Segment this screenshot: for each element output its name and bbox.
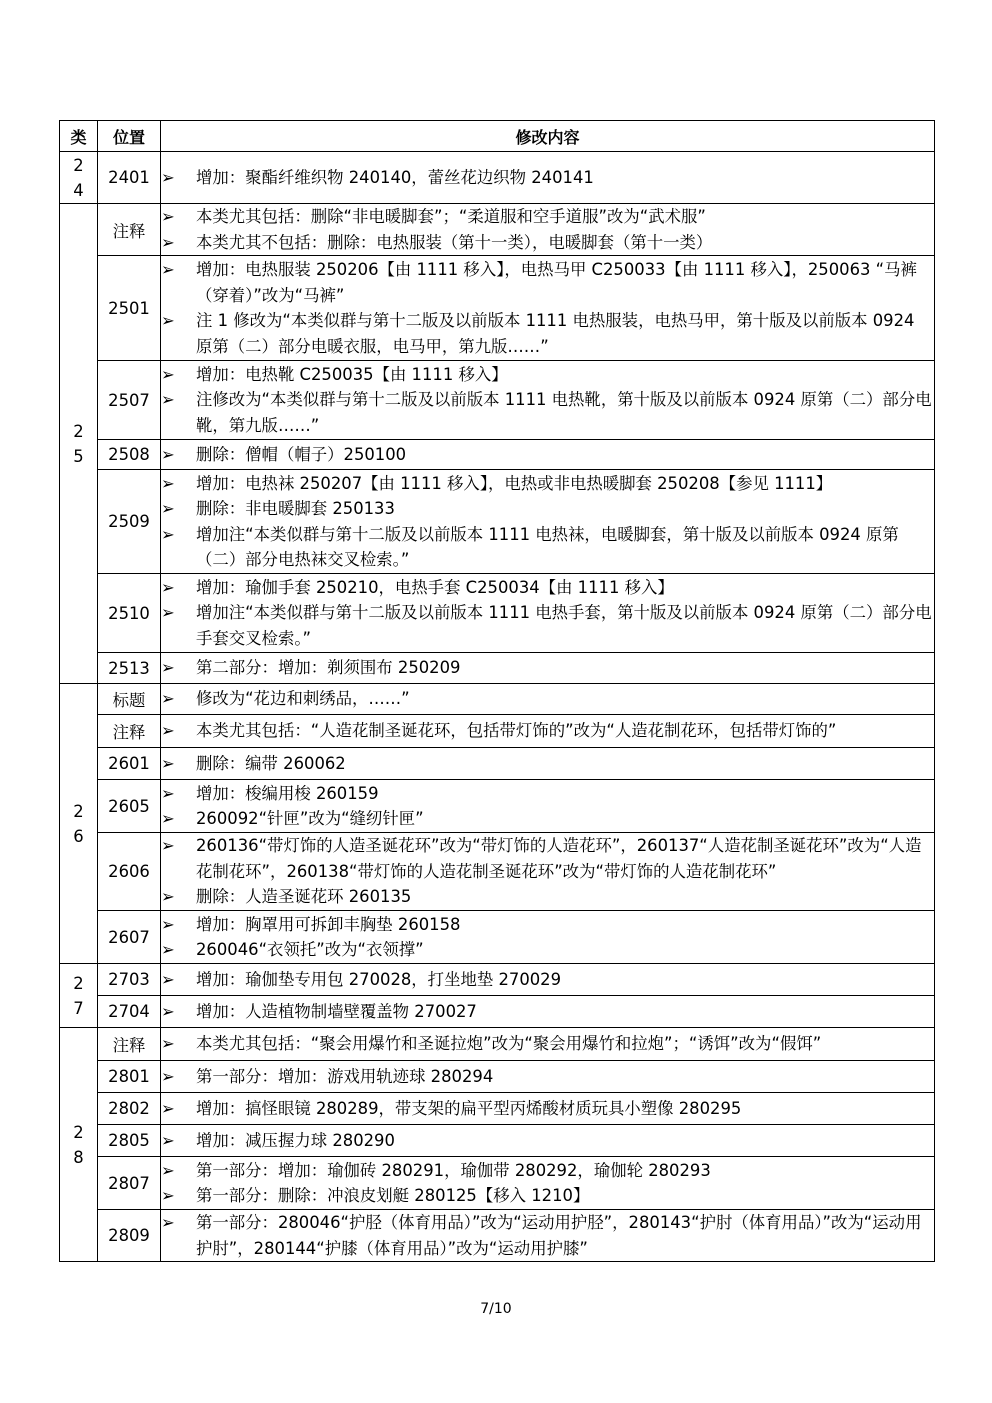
bullet-arrow-icon: ➢	[161, 1098, 175, 1118]
modification-content	[161, 256, 935, 361]
entry-text: 修改为“花边和刺绣品，……”	[196, 689, 410, 709]
bullet-arrow-icon: ➢	[161, 1186, 175, 1206]
position-code: 2607	[98, 911, 161, 964]
entry-text: 增加注“本类似群与第十二版及以前版本 1111 电热手套，第十版及以前版本 0924 原第（二）部分电手套交叉检索。”	[196, 603, 932, 648]
entry-item	[161, 308, 934, 359]
modification-content	[161, 440, 935, 470]
table-row	[60, 361, 935, 440]
table-row	[60, 1093, 935, 1125]
modification-content	[161, 748, 935, 780]
bullet-arrow-icon: ➢	[161, 444, 175, 464]
bullet-arrow-icon: ➢	[161, 836, 175, 856]
bullet-arrow-icon: ➢	[161, 783, 175, 803]
table-row	[60, 1125, 935, 1157]
table-row	[60, 996, 935, 1028]
entry-text: 注 1 修改为“本类似群与第十二版及以前版本 1111 电热服装，电热马甲，第十版及以前版本 0924 原第（二）部分电暖衣服，电马甲，第九版……”	[196, 311, 915, 356]
position-code: 2807	[98, 1157, 161, 1210]
bullet-arrow-icon: ➢	[161, 940, 175, 960]
bullet-arrow-icon: ➢	[161, 499, 175, 519]
modification-content	[161, 1210, 935, 1262]
entry-item	[161, 496, 934, 522]
position-code: 2605	[98, 780, 161, 833]
bullet-arrow-icon: ➢	[161, 1034, 175, 1054]
header-cls: 类	[60, 121, 98, 152]
entry-item	[161, 230, 934, 256]
entry-text: 删除：非电暖脚套 250133	[196, 499, 395, 519]
entry-text: 第二部分：增加：剃须围布 250209	[196, 658, 461, 678]
table-row	[60, 440, 935, 470]
entry-text: 增加：胸罩用可拆卸丰胸垫 260158	[196, 914, 461, 934]
entry-item	[161, 1096, 934, 1122]
entry-text: 增加：电热服装 250206【由 1111 移入】，电热马甲 C250033【由 1111 移入】，250063 “马裤（穿着）”改为“马裤”	[196, 260, 917, 305]
table-row	[60, 574, 935, 653]
class-number: 2 6	[60, 684, 98, 964]
class-number: 2 5	[60, 204, 98, 684]
bullet-arrow-icon: ➢	[161, 1160, 175, 1180]
entry-item	[161, 781, 934, 807]
entry-item	[161, 362, 934, 388]
modification-content	[161, 1125, 935, 1157]
table-row	[60, 911, 935, 964]
table-row	[60, 833, 935, 911]
entry-text: 增加：聚酯纤维织物 240140，蕾丝花边织物 240141	[196, 167, 594, 187]
bullet-arrow-icon: ➢	[161, 658, 175, 678]
modification-content	[161, 204, 935, 256]
position-code: 2508	[98, 440, 161, 470]
entry-item	[161, 751, 934, 777]
entry-item	[161, 1183, 934, 1209]
bullet-arrow-icon: ➢	[161, 914, 175, 934]
bullet-arrow-icon: ➢	[161, 524, 175, 544]
entry-text: 增加：电热靴 C250035【由 1111 移入】	[196, 364, 508, 384]
entry-item	[161, 442, 934, 468]
entry-text: 增加：人造植物制墙壁覆盖物 270027	[196, 1001, 477, 1021]
table-row	[60, 1157, 935, 1210]
entry-item	[161, 1064, 934, 1090]
position-code: 2601	[98, 748, 161, 780]
bullet-arrow-icon: ➢	[161, 753, 175, 773]
table-row	[60, 204, 935, 256]
entry-item	[161, 575, 934, 601]
table-body	[60, 152, 935, 1262]
entry-item	[161, 967, 934, 993]
header-row	[60, 121, 935, 152]
modification-content	[161, 964, 935, 996]
entry-item	[161, 204, 934, 230]
bullet-arrow-icon: ➢	[161, 1130, 175, 1150]
modification-content	[161, 574, 935, 653]
modification-content	[161, 684, 935, 715]
bullet-arrow-icon: ➢	[161, 887, 175, 907]
entry-text: 增加：电热袜 250207【由 1111 移入】，电热或非电热暖脚套 250208【参见 1111】	[196, 473, 833, 493]
entry-item	[161, 387, 934, 438]
position-code: 注释	[98, 715, 161, 748]
entry-item	[161, 165, 934, 191]
table-row	[60, 748, 935, 780]
class-number: 2 8	[60, 1028, 98, 1262]
entry-text: 增加：瑜伽垫专用包 270028，打坐地垫 270029	[196, 969, 562, 989]
page-number: 7/10	[480, 1301, 512, 1317]
modification-content	[161, 911, 935, 964]
entry-item	[161, 912, 934, 938]
entry-item	[161, 257, 934, 308]
position-code: 注释	[98, 204, 161, 256]
position-code: 注释	[98, 1028, 161, 1061]
modification-content	[161, 996, 935, 1028]
position-code: 2805	[98, 1125, 161, 1157]
entry-item	[161, 884, 934, 910]
bullet-arrow-icon: ➢	[161, 969, 175, 989]
table-row	[60, 152, 935, 204]
modification-content	[161, 1093, 935, 1125]
entry-text: 260046“衣领托”改为“衣领撑”	[196, 940, 424, 960]
table-row	[60, 715, 935, 748]
table-row	[60, 1028, 935, 1061]
entry-text: 增加：减压握力球 280290	[196, 1130, 395, 1150]
position-code: 标题	[98, 684, 161, 715]
bullet-arrow-icon: ➢	[161, 1213, 175, 1233]
entry-text: 增加：搞怪眼镜 280289，带支架的扁平型丙烯酸材质玩具小塑像 280295	[196, 1098, 742, 1118]
bullet-arrow-icon: ➢	[161, 207, 175, 226]
bullet-arrow-icon: ➢	[161, 1001, 175, 1021]
modification-content	[161, 715, 935, 748]
entry-text: 增加注“本类似群与第十二版及以前版本 1111 电热袜，电暖脚套，第十版及以前版本 0924 原第（二）部分电热袜交叉检索。”	[196, 524, 899, 570]
bullet-arrow-icon: ➢	[161, 1066, 175, 1086]
entry-text: 删除：僧帽（帽子）250100	[196, 444, 407, 464]
bullet-arrow-icon: ➢	[161, 311, 175, 331]
modification-content	[161, 152, 935, 204]
entry-item	[161, 1031, 934, 1057]
header-content: 修改内容	[161, 121, 935, 152]
position-code: 2704	[98, 996, 161, 1028]
table-row	[60, 470, 935, 574]
bullet-arrow-icon: ➢	[161, 260, 175, 279]
position-code: 2703	[98, 964, 161, 996]
table-row	[60, 1061, 935, 1093]
entry-item	[161, 471, 934, 497]
bullet-arrow-icon: ➢	[161, 577, 175, 597]
entry-item	[161, 655, 934, 681]
entry-item	[161, 1210, 934, 1261]
entry-item	[161, 522, 934, 573]
entry-text: 删除：人造圣诞花环 260135	[196, 887, 412, 907]
entry-text: 第一部分：增加：游戏用轨迹球 280294	[196, 1066, 494, 1086]
position-code: 2401	[98, 152, 161, 204]
entry-item	[161, 600, 934, 651]
bullet-arrow-icon: ➢	[161, 473, 175, 493]
table-row	[60, 964, 935, 996]
entry-text: 增加：瑜伽手套 250210，电热手套 C250034【由 1111 移入】	[196, 577, 674, 597]
entry-text: 本类尤其包括：“人造花制圣诞花环，包括带灯饰的”改为“人造花制花环，包括带灯饰的”	[196, 721, 837, 741]
entry-item	[161, 999, 934, 1025]
modification-content	[161, 361, 935, 440]
entry-item	[161, 1128, 934, 1154]
bullet-arrow-icon: ➢	[161, 390, 175, 410]
bullet-arrow-icon: ➢	[161, 364, 175, 384]
bullet-arrow-icon: ➢	[161, 809, 175, 829]
entry-item	[161, 833, 934, 884]
entry-text: 本类尤其包括：“聚会用爆竹和圣诞拉炮”改为“聚会用爆竹和拉炮”；“诱饵”改为“假饵”	[196, 1034, 822, 1054]
position-code: 2513	[98, 653, 161, 684]
entry-text: 第一部分：280046“护胫（体育用品）”改为“运动用护胫”，280143“护肘（体育用品）”改为“运动用护肘”，280144“护膝（体育用品）”改为“运动用护膝”	[196, 1213, 922, 1258]
entry-text: 删除：编带 260062	[196, 753, 346, 773]
entry-text: 注修改为“本类似群与第十二版及以前版本 1111 电热靴，第十版及以前版本 0924 原第（二）部分电靴，第九版……”	[196, 390, 932, 435]
modification-content	[161, 653, 935, 684]
entry-item	[161, 806, 934, 832]
modification-content	[161, 1157, 935, 1210]
entry-text: 260092“针匣”改为“缝纫针匣”	[196, 809, 424, 829]
entry-text: 第一部分：增加：瑜伽砖 280291，瑜伽带 280292，瑜伽轮 280293	[196, 1160, 711, 1180]
class-number: 2 7	[60, 964, 98, 1028]
modification-content	[161, 833, 935, 911]
position-code: 2801	[98, 1061, 161, 1093]
entry-item	[161, 686, 934, 712]
table-row	[60, 684, 935, 715]
modification-table	[59, 120, 935, 1262]
bullet-arrow-icon: ➢	[161, 232, 175, 252]
table-row	[60, 653, 935, 684]
bullet-arrow-icon: ➢	[161, 167, 175, 187]
bullet-arrow-icon: ➢	[161, 721, 175, 741]
bullet-arrow-icon: ➢	[161, 603, 175, 623]
position-code: 2507	[98, 361, 161, 440]
position-code: 2510	[98, 574, 161, 653]
position-code: 2809	[98, 1210, 161, 1262]
entry-text: 260136“带灯饰的人造圣诞花环”改为“带灯饰的人造花环”，260137“人造花制圣诞花环”改为“人造花制花环”，260138“带灯饰的人造花制圣诞花环”改为“带灯饰的人造花制花环”	[196, 836, 922, 881]
modification-content	[161, 1061, 935, 1093]
modification-content	[161, 780, 935, 833]
class-number: 2 4	[60, 152, 98, 204]
position-code: 2802	[98, 1093, 161, 1125]
entry-text: 本类尤其不包括：删除：电热服装（第十一类），电暖脚套（第十一类）	[196, 232, 713, 252]
modification-content	[161, 470, 935, 574]
modification-content	[161, 1028, 935, 1061]
bullet-arrow-icon: ➢	[161, 689, 175, 709]
entry-item	[161, 1158, 934, 1184]
header-pos: 位置	[98, 121, 161, 152]
table-row	[60, 1210, 935, 1262]
entry-text: 增加：梭编用梭 260159	[196, 783, 379, 803]
position-code: 2501	[98, 256, 161, 361]
table-row	[60, 780, 935, 833]
entry-text: 第一部分：删除：冲浪皮划艇 280125【移入 1210】	[196, 1186, 590, 1206]
position-code: 2606	[98, 833, 161, 911]
entry-item	[161, 718, 934, 744]
entry-text: 本类尤其包括：删除“非电暖脚套”；“柔道服和空手道服”改为“武术服”	[196, 207, 706, 226]
entry-item	[161, 937, 934, 963]
table-row	[60, 256, 935, 361]
position-code: 2509	[98, 470, 161, 574]
